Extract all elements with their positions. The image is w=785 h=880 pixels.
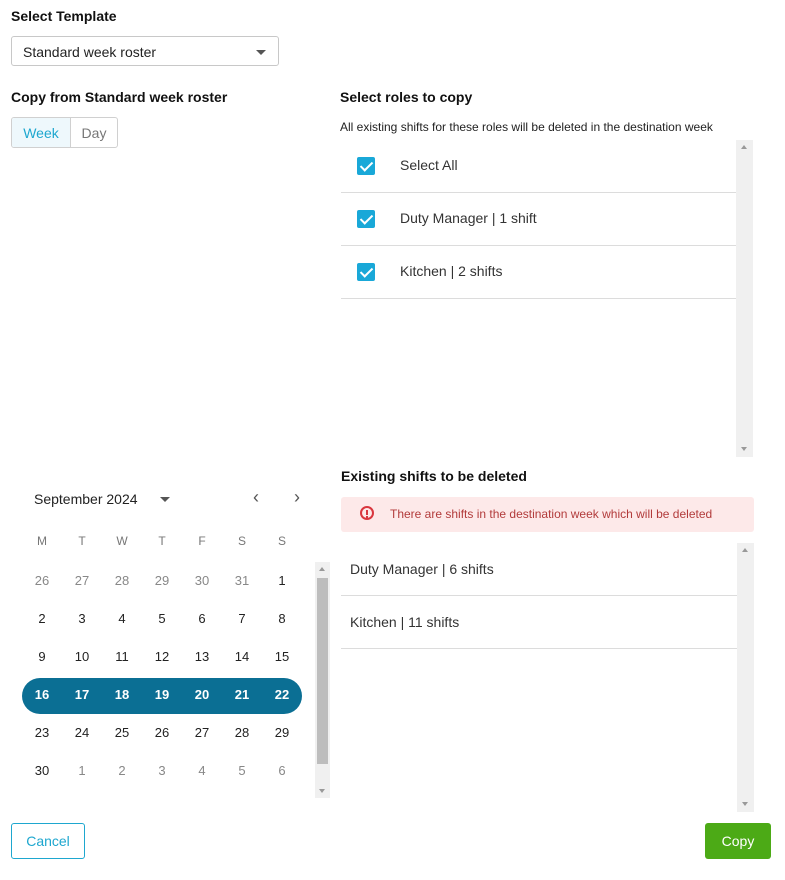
calendar-day-selected[interactable]: 18 — [114, 687, 130, 702]
calendar-day[interactable]: 5 — [238, 763, 246, 778]
calendar-day[interactable]: 15 — [274, 649, 290, 664]
calendar-day[interactable]: 8 — [278, 611, 286, 626]
weekday-label: T — [158, 534, 166, 548]
weekday-label: T — [78, 534, 86, 548]
scroll-down-icon[interactable] — [742, 802, 748, 806]
roles-note: All existing shifts for these roles will be deleted in the destination week — [340, 120, 713, 134]
calendar-day[interactable]: 11 — [115, 649, 129, 664]
calendar-day[interactable]: 4 — [198, 763, 206, 778]
calendar-day[interactable]: 30 — [34, 763, 50, 778]
calendar-day[interactable]: 26 — [154, 725, 170, 740]
chevron-down-icon[interactable] — [160, 497, 170, 502]
copy-button[interactable]: Copy — [705, 823, 771, 859]
cancel-button[interactable]: Cancel — [11, 823, 85, 859]
alert-circle-icon — [360, 506, 374, 520]
weekday-label: S — [277, 534, 286, 548]
existing-shifts-label: Existing shifts to be deleted — [341, 468, 527, 484]
calendar-day[interactable]: 26 — [34, 573, 50, 588]
chevron-left-icon[interactable]: ‹ — [253, 487, 259, 507]
calendar-day[interactable]: 14 — [234, 649, 250, 664]
list-item — [341, 596, 737, 649]
calendar-day[interactable]: 2 — [118, 763, 126, 778]
scroll-up-icon[interactable] — [742, 548, 748, 552]
calendar-day[interactable]: 5 — [158, 611, 166, 626]
calendar-day[interactable]: 10 — [74, 649, 90, 664]
calendar-day-selected[interactable]: 20 — [194, 687, 210, 702]
roles-scrollbar[interactable] — [736, 140, 753, 457]
existing-scrollbar[interactable] — [737, 543, 754, 812]
scroll-down-icon[interactable] — [741, 447, 747, 451]
calendar-day-selected[interactable]: 17 — [74, 687, 90, 702]
list-item — [341, 543, 737, 596]
weekday-label: F — [198, 534, 206, 548]
warning-banner — [341, 497, 754, 532]
calendar-day[interactable]: 28 — [234, 725, 250, 740]
calendar-day[interactable]: 29 — [154, 573, 170, 588]
checkbox-duty-manager[interactable] — [357, 210, 375, 228]
calendar-day-selected[interactable]: 22 — [274, 687, 290, 702]
checkbox-kitchen[interactable] — [357, 263, 375, 281]
select-roles-label: Select roles to copy — [340, 89, 473, 105]
calendar-day[interactable]: 28 — [114, 573, 130, 588]
calendar-day[interactable]: 29 — [274, 725, 290, 740]
existing-shift-label: Kitchen | 11 shifts — [350, 614, 460, 630]
existing-shift-label: Duty Manager | 6 shifts — [350, 561, 494, 577]
calendar-day[interactable]: 1 — [78, 763, 86, 778]
calendar-day[interactable]: 25 — [114, 725, 130, 740]
scroll-down-icon[interactable] — [319, 789, 325, 793]
calendar-day[interactable]: 4 — [118, 611, 126, 626]
role-item-duty-manager[interactable] — [341, 193, 736, 246]
weekday-label: M — [37, 534, 47, 548]
role-item-select-all[interactable] — [341, 140, 736, 193]
calendar-day[interactable]: 27 — [74, 573, 90, 588]
select-template-label: Select Template — [11, 8, 117, 24]
calendar-day[interactable]: 12 — [154, 649, 170, 664]
calendar-day[interactable]: 13 — [194, 649, 210, 664]
week-day-toggle — [11, 117, 118, 148]
template-dropdown-value: Standard week roster — [23, 44, 157, 60]
copy-from-label: Copy from Standard week roster — [11, 89, 228, 105]
chevron-right-icon[interactable]: › — [294, 487, 300, 507]
calendar-day-selected[interactable]: 21 — [234, 687, 250, 702]
calendar-day[interactable]: 2 — [38, 611, 46, 626]
role-item-label: Select All — [400, 157, 458, 173]
calendar-day[interactable]: 1 — [278, 573, 286, 588]
weekday-label: W — [116, 534, 128, 548]
tab-day[interactable]: Day — [81, 124, 107, 141]
warning-text: There are shifts in the destination week which will be deleted — [390, 507, 713, 521]
role-item-kitchen[interactable] — [341, 246, 736, 299]
calendar-day-selected[interactable]: 19 — [154, 687, 170, 702]
chevron-down-icon — [256, 50, 266, 55]
calendar-month-label[interactable]: September 2024 — [34, 491, 138, 507]
checkbox-select-all[interactable] — [357, 157, 375, 175]
calendar-scrollbar[interactable] — [315, 562, 330, 798]
calendar-day[interactable]: 6 — [278, 763, 286, 778]
existing-shifts-list — [341, 543, 737, 649]
role-item-label: Duty Manager | 1 shift — [400, 210, 537, 226]
scrollbar-thumb[interactable] — [317, 578, 328, 764]
weekday-label: S — [237, 534, 246, 548]
calendar-day[interactable]: 7 — [238, 611, 246, 626]
calendar-day[interactable]: 30 — [194, 573, 210, 588]
calendar-day-selected[interactable]: 16 — [34, 687, 50, 702]
calendar-day[interactable]: 27 — [194, 725, 210, 740]
template-dropdown[interactable] — [11, 36, 279, 66]
calendar-day[interactable]: 3 — [78, 611, 86, 626]
calendar-day[interactable]: 3 — [158, 763, 166, 778]
scroll-up-icon[interactable] — [741, 145, 747, 149]
calendar-day[interactable]: 31 — [234, 573, 250, 588]
calendar-day[interactable]: 9 — [38, 649, 46, 664]
calendar-day[interactable]: 23 — [34, 725, 50, 740]
roles-list — [341, 140, 736, 299]
calendar-day[interactable]: 24 — [74, 725, 90, 740]
calendar-day[interactable]: 6 — [198, 611, 206, 626]
scroll-up-icon[interactable] — [319, 567, 325, 571]
tab-week[interactable]: Week — [12, 118, 71, 147]
role-item-label: Kitchen | 2 shifts — [400, 263, 503, 279]
